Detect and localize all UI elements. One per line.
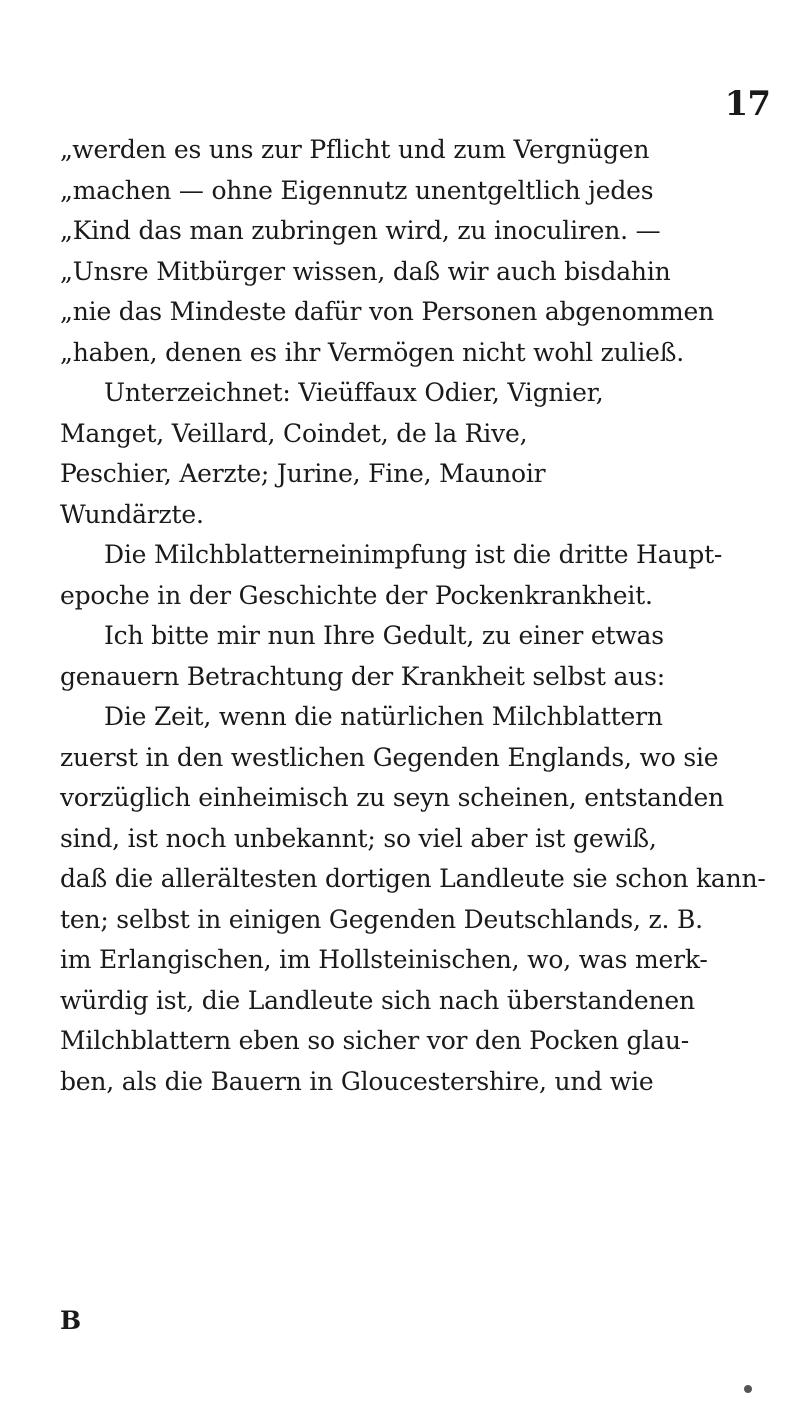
- text-line: Die Milchblatterneinimpfung ist die dritte Haupt-: [104, 540, 723, 569]
- text-line: „nie das Mindeste dafür von Personen abgenommen: [60, 297, 715, 326]
- catchword: B: [60, 1306, 82, 1335]
- text-line: Unterzeichnet: Vieüffaux Odier, Vignier,: [104, 378, 604, 407]
- text-line: Peschier, Aerzte; Jurine, Fine, Maunoir: [60, 459, 546, 488]
- text-line: im Erlangischen, im Hollsteinischen, wo, was merk-: [60, 945, 708, 974]
- text-line: Manget, Veillard, Coindet, de la Rive,: [60, 418, 528, 448]
- text-line: „Kind das man zubringen wird, zu inoculiren. —: [60, 216, 661, 245]
- text-line: „haben, denen es ihr Vermögen nicht wohl zuließ.: [60, 337, 684, 367]
- text-line: epoche in der Geschichte der Pockenkrankheit.: [60, 580, 653, 610]
- body-text: [60, 130, 800, 1102]
- page-number: 17: [724, 84, 770, 124]
- text-line: Ich bitte mir nun Ihre Gedult, zu einer etwas: [104, 621, 664, 650]
- text-line: genauern Betrachtung der Krankheit selbst aus:: [60, 661, 665, 691]
- text-line: Milchblattern eben so sicher vor den Pocken glau-: [60, 1026, 689, 1055]
- text-line: ben, als die Bauern in Gloucestershire, und wie: [60, 1066, 654, 1096]
- text-line: würdig ist, die Landleute sich nach überstandenen: [60, 985, 695, 1015]
- text-line: zuerst in den westlichen Gegenden Englands, wo sie: [60, 742, 719, 772]
- text-line: Die Zeit, wenn die natürlichen Milchblattern: [104, 702, 663, 731]
- text-line: Wundärzte.: [60, 499, 204, 529]
- text-line: daß die allerältesten dortigen Landleute sie schon kann-: [60, 864, 766, 893]
- text-line: „werden es uns zur Pflicht und zum Vergnügen: [60, 135, 650, 164]
- ink-spot: [744, 1385, 752, 1393]
- text-line: sind, ist noch unbekannt; so viel aber ist gewiß,: [60, 823, 657, 853]
- text-line: „machen — ohne Eigennutz unentgeltlich jedes: [60, 175, 654, 205]
- text-line: ten; selbst in einigen Gegenden Deutschlands, z. B.: [60, 904, 703, 934]
- text-line: vorzüglich einheimisch zu seyn scheinen, entstanden: [60, 783, 724, 812]
- text-line: „Unsre Mitbürger wissen, daß wir auch bisdahin: [60, 256, 671, 286]
